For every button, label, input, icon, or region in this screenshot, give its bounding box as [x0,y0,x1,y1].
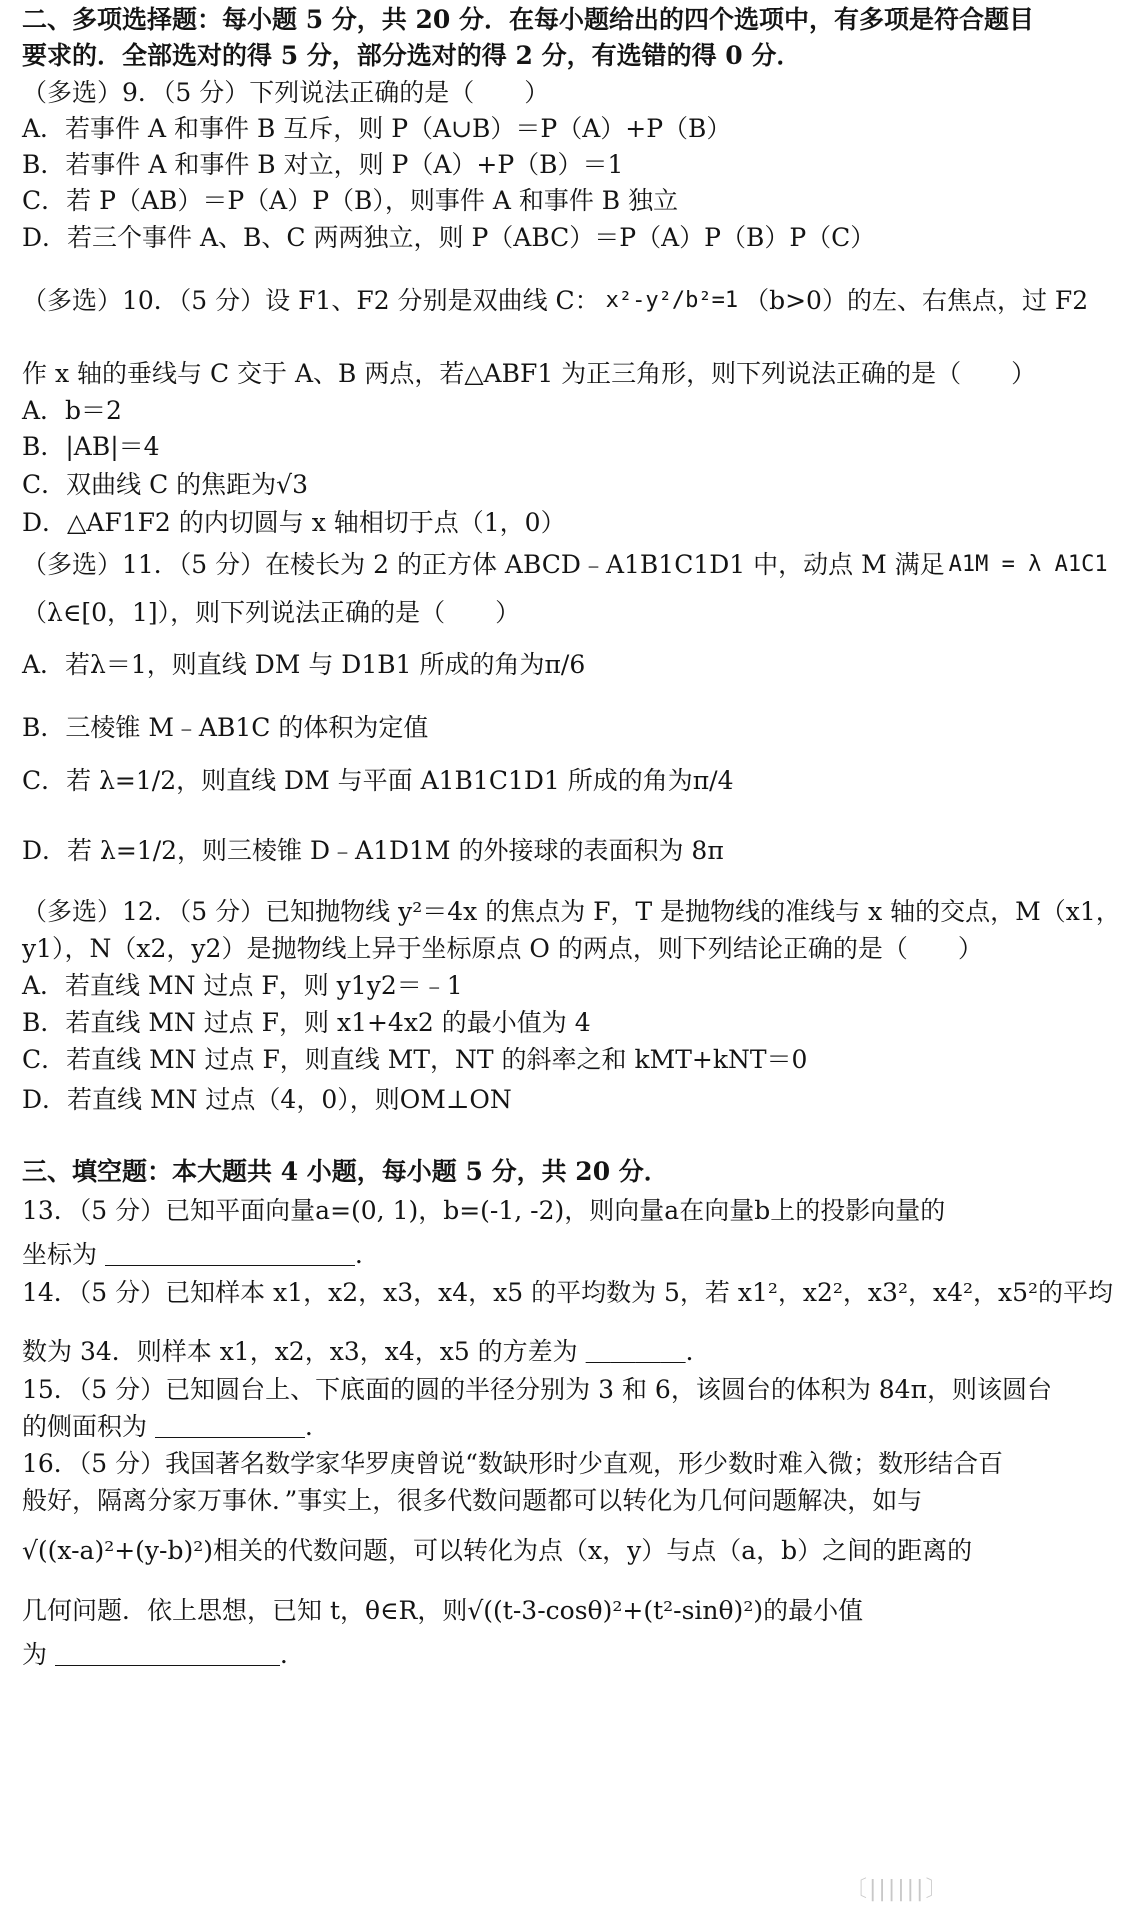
q12-stem-line2: y1），N（x2，y2）是抛物线上异于坐标原点 O 的两点，则下列结论正确的是（ ） [22,934,983,963]
q10-stem-post: （b>0）的左、右焦点，过 F2 [744,286,1089,315]
q16-line3: √((x-a)²+(y-b)²)相关的代数问题，可以转化为点（x，y）与点（a，b）之间的距离的 [22,1536,973,1565]
q13-line2: 坐标为 ＿＿＿＿＿＿＿＿＿＿． [22,1240,380,1269]
q16-line1: 16．（5 分）我国著名数学家华罗庚曾说“数缺形时少直观，形少数时难入微；数形结合百 [22,1449,1003,1478]
q11-stem-line1 [22,548,1115,582]
q16-line2: 般好，隔离分家万事休．”事实上，很多代数问题都可以转化为几何问题解决，如与 [22,1486,923,1515]
q10-option-c: C．双曲线 C 的焦距为√3 [22,470,308,499]
q15-line1: 15．（5 分）已知圆台上、下底面的圆的半径分别为 3 和 6，该圆台的体积为 84π，则该圆台 [22,1375,1053,1404]
q10-option-b: B．|AB|＝4 [22,432,160,461]
q10-option-a: A．b＝2 [22,396,122,425]
q9-stem: （多选）9．（5 分）下列说法正确的是（ ） [22,78,550,107]
q12-option-b: B．若直线 MN 过点 F，则 x1+4x2 的最小值为 4 [22,1008,591,1037]
section3-heading: 三、填空题：本大题共 4 小题，每小题 5 分，共 20 分． [22,1157,669,1186]
q9-option-a: A．若事件 A 和事件 B 互斥，则 P（A∪B）＝P（A）+P（B） [22,114,732,143]
q11-option-b: B．三棱锥 M﹣AB1C 的体积为定值 [22,713,429,742]
section2-heading-line1: 二、多项选择题：每小题 5 分，共 20 分．在每小题给出的四个选项中，有多项是符合题目 [22,5,1035,34]
q16-line5: 为 ＿＿＿＿＿＿＿＿＿． [22,1640,305,1669]
q11-option-d: D．若 λ=1/2，则三棱锥 D﹣A1D1M 的外接球的表面积为 8π [22,836,724,865]
q10-stem-line2: 作 x 轴的垂线与 C 交于 A、B 两点，若△ABF1 为正三角形，则下列说法正确的是（ ） [22,359,1037,388]
q15-line2: 的侧面积为 ＿＿＿＿＿＿． [22,1412,330,1441]
q12-option-c: C．若直线 MN 过点 F，则直线 MT，NT 的斜率之和 kMT+kNT＝0 [22,1045,808,1074]
q10-option-d: D．△AF1F2 的内切圆与 x 轴相切于点（1，0） [22,508,566,537]
q16-line4: 几何问题．依上思想，已知 t，θ∈R，则√((t-3-cosθ)²+(t²-sinθ)²)的最小值 [22,1596,864,1625]
q13-line1: 13．（5 分）已知平面向量a=(0, 1)，b=(-1, -2)，则向量a在向量b上的投影向量的 [22,1196,946,1225]
q12-stem-line1: （多选）12．（5 分）已知抛物线 y²＝4x 的焦点为 F，T 是抛物线的准线与 x 轴的交点，M（x1， [22,897,1121,926]
watermark-logo: 〔||||||〕 [845,1877,950,1902]
q9-option-b: B．若事件 A 和事件 B 对立，则 P（A）+P（B）＝1 [22,150,624,179]
q9-option-c: C．若 P（AB）＝P（A）P（B），则事件 A 和事件 B 独立 [22,186,679,215]
q10-stem-pre: （多选）10．（5 分）设 F1、F2 分别是双曲线 C： [22,286,600,315]
q11-option-c: C．若 λ=1/2，则直线 DM 与平面 A1B1C1D1 所成的角为π/4 [22,766,734,795]
q11-option-a: A．若λ＝1，则直线 DM 与 D1B1 所成的角为π/6 [22,650,586,679]
q12-option-a: A．若直线 MN 过点 F，则 y1y2＝﹣1 [22,971,463,1000]
q9-option-d: D．若三个事件 A、B、C 两两独立，则 P（ABC）＝P（A）P（B）P（C） [22,223,876,252]
q14-line2: 数为 34．则样本 x1，x2，x3，x4，x5 的方差为 ＿＿＿＿． [22,1337,711,1366]
q12-option-d: D．若直线 MN 过点（4，0），则OM⊥ON [22,1085,512,1114]
q10-stem-line1 [22,284,1115,318]
q11-vector-equation: A1M = λ A1C1 [948,552,1108,577]
q11-stem-line2: （λ∈[0，1]），则下列说法正确的是（ ） [22,598,521,627]
q11-stem-text: （多选）11．（5 分）在棱长为 2 的正方体 ABCD﹣A1B1C1D1 中，动点 M 满足 [22,550,945,579]
q14-line1: 14．（5 分）已知样本 x1，x2，x3，x4，x5 的平均数为 5，若 x1²，x2²，x3²，x4²，x5²的平均 [22,1278,1114,1307]
q10-hyperbola-formula: x²-y²/b²=1 [605,288,739,313]
section2-heading-line2: 要求的．全部选对的得 5 分，部分选对的得 2 分，有选错的得 0 分． [22,41,802,70]
